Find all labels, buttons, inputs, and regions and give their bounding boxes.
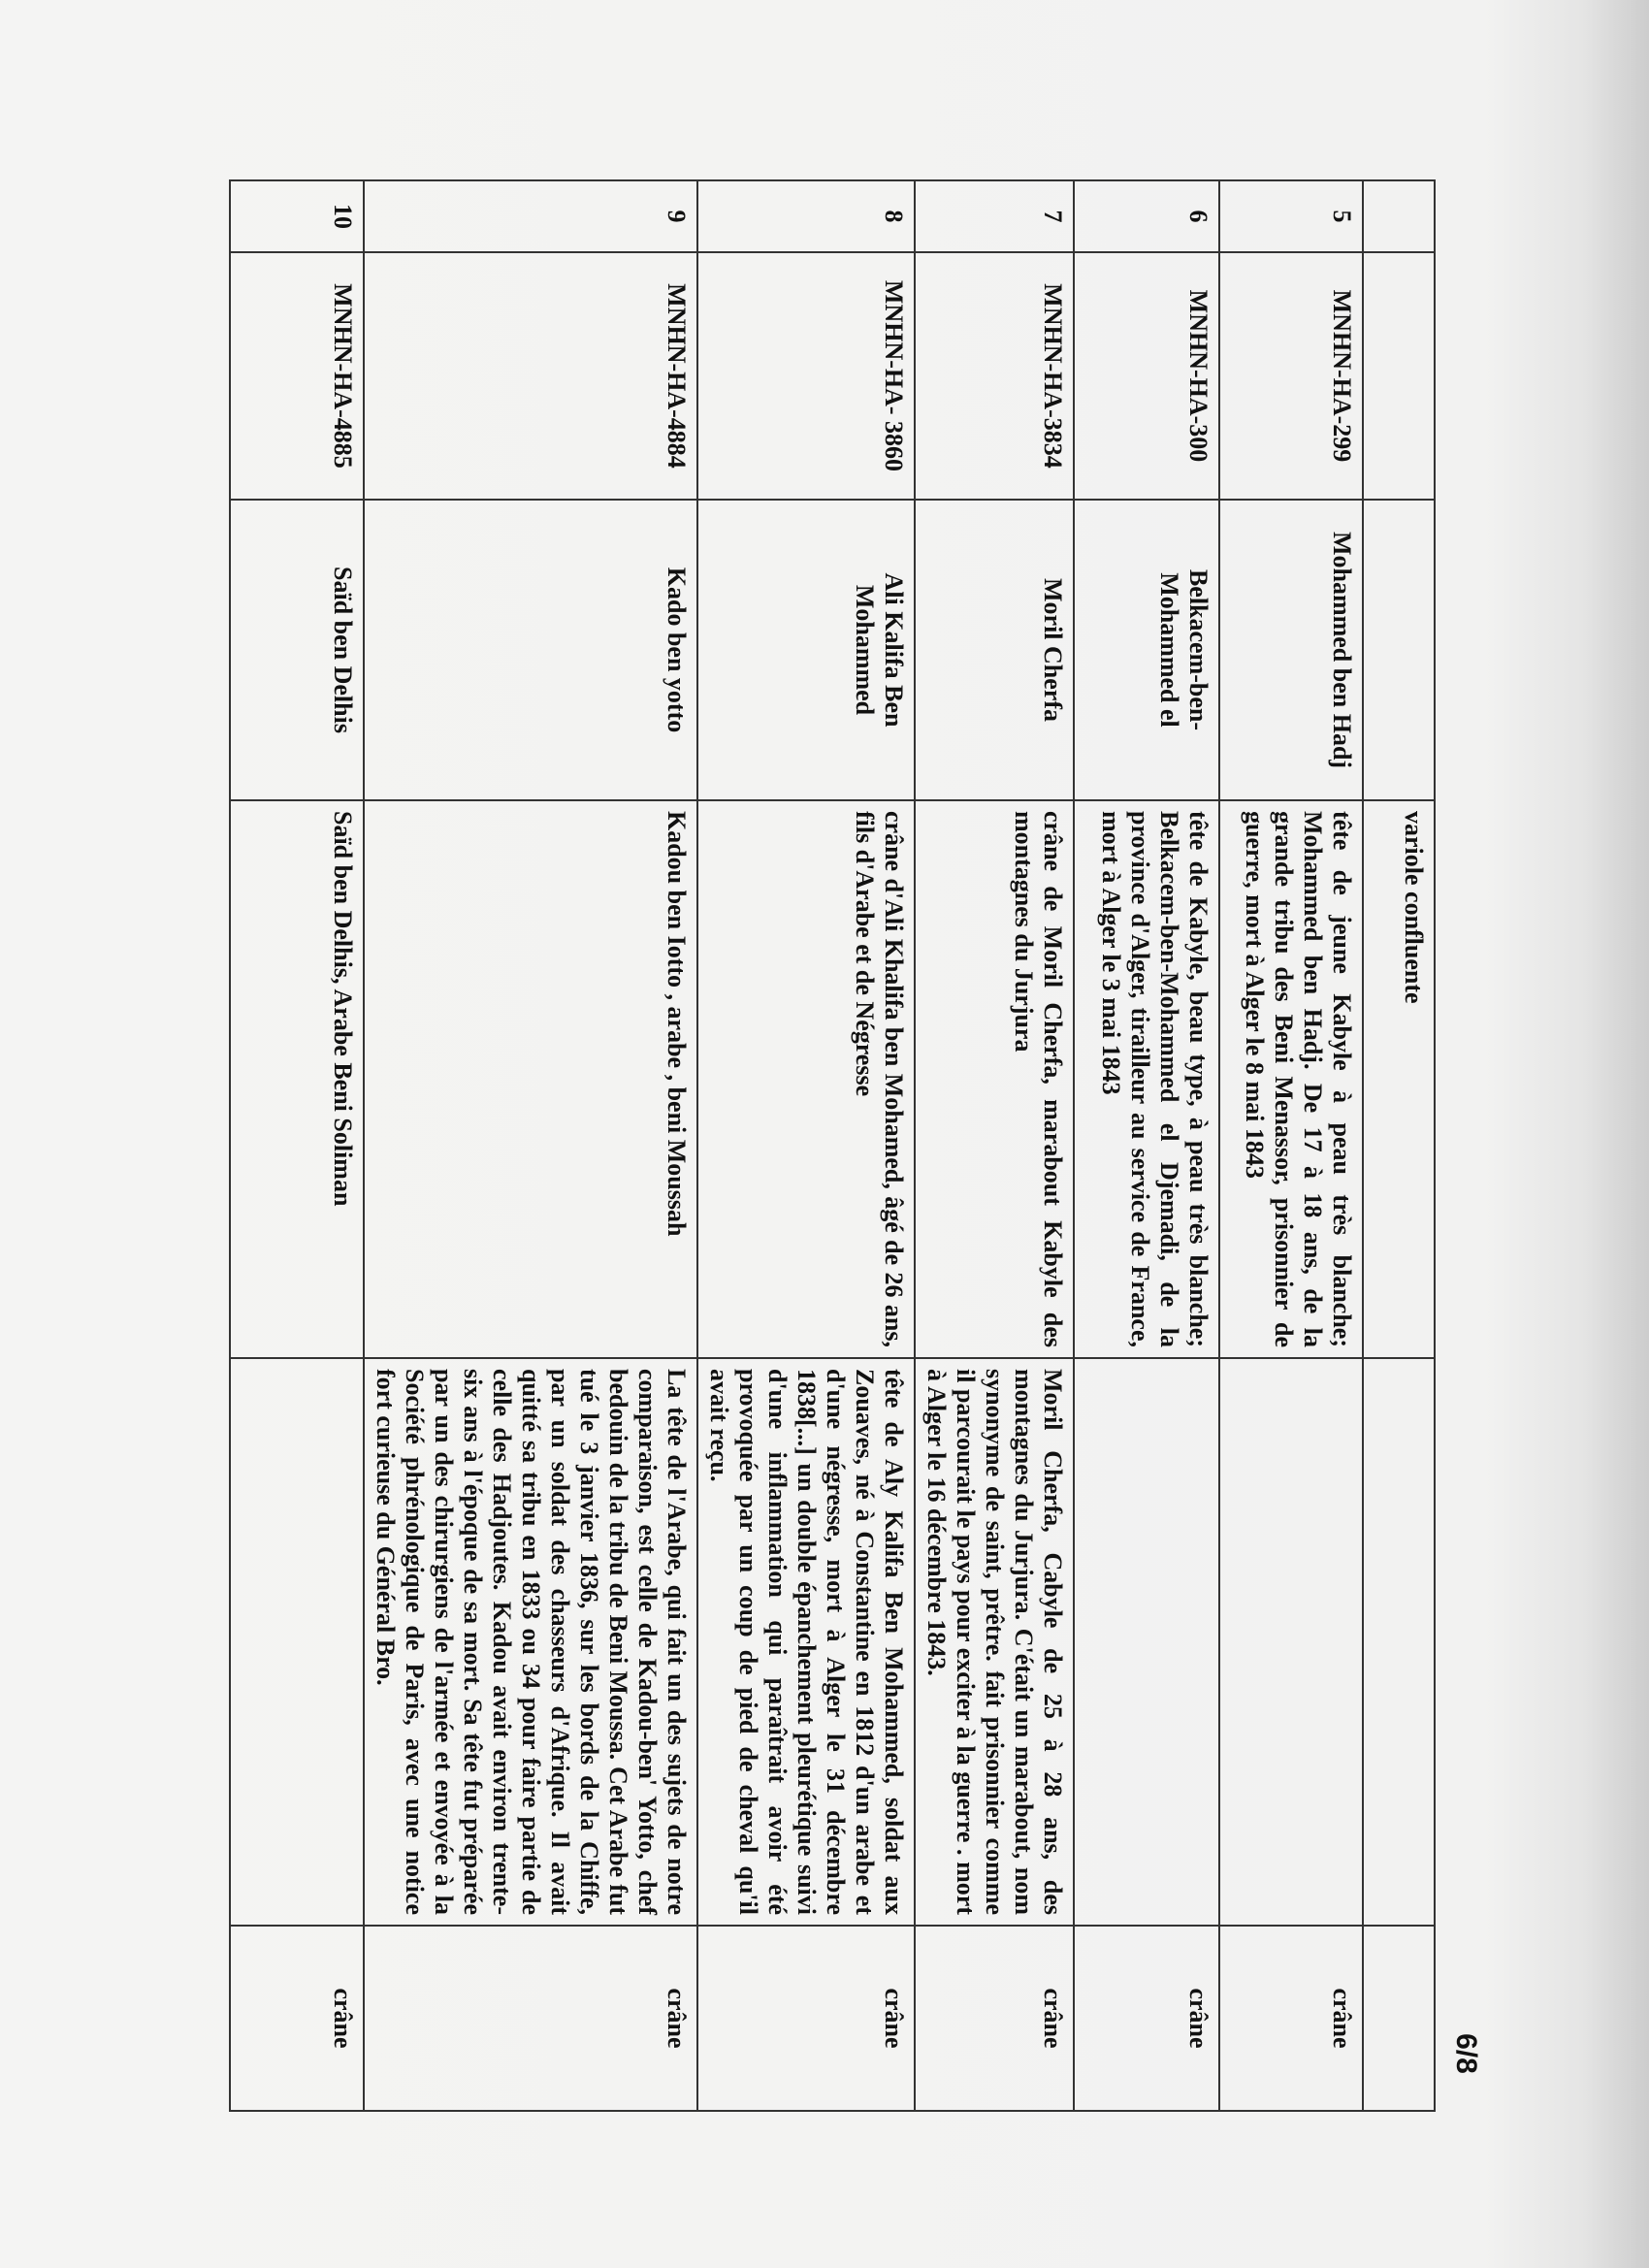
description: Kadou ben Iotto , arabe , beni Moussah xyxy=(364,800,697,1358)
description: Saïd ben Delhis, Arabe Beni Soliman xyxy=(230,800,364,1358)
table-row xyxy=(697,180,915,2111)
row-number xyxy=(1363,180,1435,252)
person-name: Mohammed ben Hadj xyxy=(1219,500,1363,800)
page-edge-shadow xyxy=(1581,0,1649,2268)
rotated-table-wrapper xyxy=(307,179,1436,2110)
row-number: 9 xyxy=(364,180,697,252)
person-name: Saïd ben Delhis xyxy=(230,500,364,800)
description: crâne de Moril Cherfa, marabout Kabyle des montagnes du Jurjura xyxy=(915,800,1074,1358)
table-row xyxy=(364,180,697,2111)
specimen-type: crâne xyxy=(364,1926,697,2111)
specimen-type: crâne xyxy=(230,1926,364,2111)
specimen-type: crâne xyxy=(697,1926,915,2111)
specimen-type: crâne xyxy=(1074,1926,1219,2111)
row-number: 8 xyxy=(697,180,915,252)
historical-note xyxy=(1363,1358,1435,1926)
row-number: 6 xyxy=(1074,180,1219,252)
historical-note: La tête de l'Arabe, qui fait un des sujets de notre comparaison, est celle de Kadou-ben' Yotto, chef bedouin de la tribu de Beni Moussa. Cet Arabe fut tué le 3 janvier 1836, sur les bords de la Chiffe, par un soldat des chasseurs d'Afrique. Il avait quitté sa tribu en 1833 ou 34 pour faire partie de celle des Hadjoutes. Kadou avait environ trente-six ans à l'époque de sa mort. Sa tête fut préparée par un des chirurgiens de l'armée et envoyée à la Société phrénologique de Paris, avec une notice fort curieuse du Général Bro. xyxy=(364,1358,697,1926)
inventory-code: MNHN-HA-299 xyxy=(1219,252,1363,500)
historical-note xyxy=(1219,1358,1363,1926)
page-number: 6/8 xyxy=(1449,2033,1482,2074)
person-name: Kado ben yotto xyxy=(364,500,697,800)
person-name: Ali Kalifa Ben Mohammed xyxy=(697,500,915,800)
table-row xyxy=(230,180,364,2111)
row-number: 5 xyxy=(1219,180,1363,252)
specimen-type xyxy=(1363,1926,1435,2111)
person-name xyxy=(1363,500,1435,800)
historical-note xyxy=(1074,1358,1219,1926)
inventory-code: MNHN-HA-300 xyxy=(1074,252,1219,500)
specimen-type: crâne xyxy=(1219,1926,1363,2111)
inventory-code xyxy=(1363,252,1435,500)
historical-note: tête de Aly Kalifa Ben Mohammed, soldat aux Zouaves, né à Constantine en 1812 d'un arabe et d'une négresse, mort à Alger le 31 décembre 1838[...] un double épanchement pleurétique suivi d'une inflammation qui paraîtrait avoir été provoquée par un coup de pied de cheval qu'il avait reçu. xyxy=(697,1358,915,1926)
person-name: Belkacem-ben-Mohammed el xyxy=(1074,500,1219,800)
table-row xyxy=(1074,180,1219,2111)
specimen-type: crâne xyxy=(915,1926,1074,2111)
description: tête de Kabyle, beau type, à peau très blanche; Belkacem-ben-Mohammed el Djemadi, de la province d'Alger, tirailleur au service de France, mort à Alger le 3 mai 1843 xyxy=(1074,800,1219,1358)
row-number: 10 xyxy=(230,180,364,252)
catalogue-table xyxy=(229,179,1436,2112)
table-row xyxy=(1363,180,1435,2111)
description: tête de jeune Kabyle à peau très blanche; Mohammed ben Hadj. De 17 à 18 ans, de la grande tribu des Beni Menassor, prisonnier de guerre, mort à Alger le 8 mai 1843 xyxy=(1219,800,1363,1358)
row-number: 7 xyxy=(915,180,1074,252)
inventory-code: MNHN-HA-3834 xyxy=(915,252,1074,500)
inventory-code: MNHN-HA-4884 xyxy=(364,252,697,500)
table-row xyxy=(915,180,1074,2111)
inventory-code: MNHN-HA-4885 xyxy=(230,252,364,500)
description: variole confluente xyxy=(1363,800,1435,1358)
table-row xyxy=(1219,180,1363,2111)
inventory-code: MNHN-HA- 3860 xyxy=(697,252,915,500)
person-name: Moril Cherfa xyxy=(915,500,1074,800)
historical-note: Moril Cherfa, Cabyle de 25 à 28 ans, des montagnes du Jurjura. C'était un marabout, nom synonyme de saint, prêtre. fait prisonnier comme il parcourait le pays pour exciter à la guerre . mort à Alger le 16 décembre 1843. xyxy=(915,1358,1074,1926)
historical-note xyxy=(230,1358,364,1926)
description: crâne d'Ali Khalifa ben Mohamed, âgé de 26 ans, fils d'Arabe et de Négresse xyxy=(697,800,915,1358)
